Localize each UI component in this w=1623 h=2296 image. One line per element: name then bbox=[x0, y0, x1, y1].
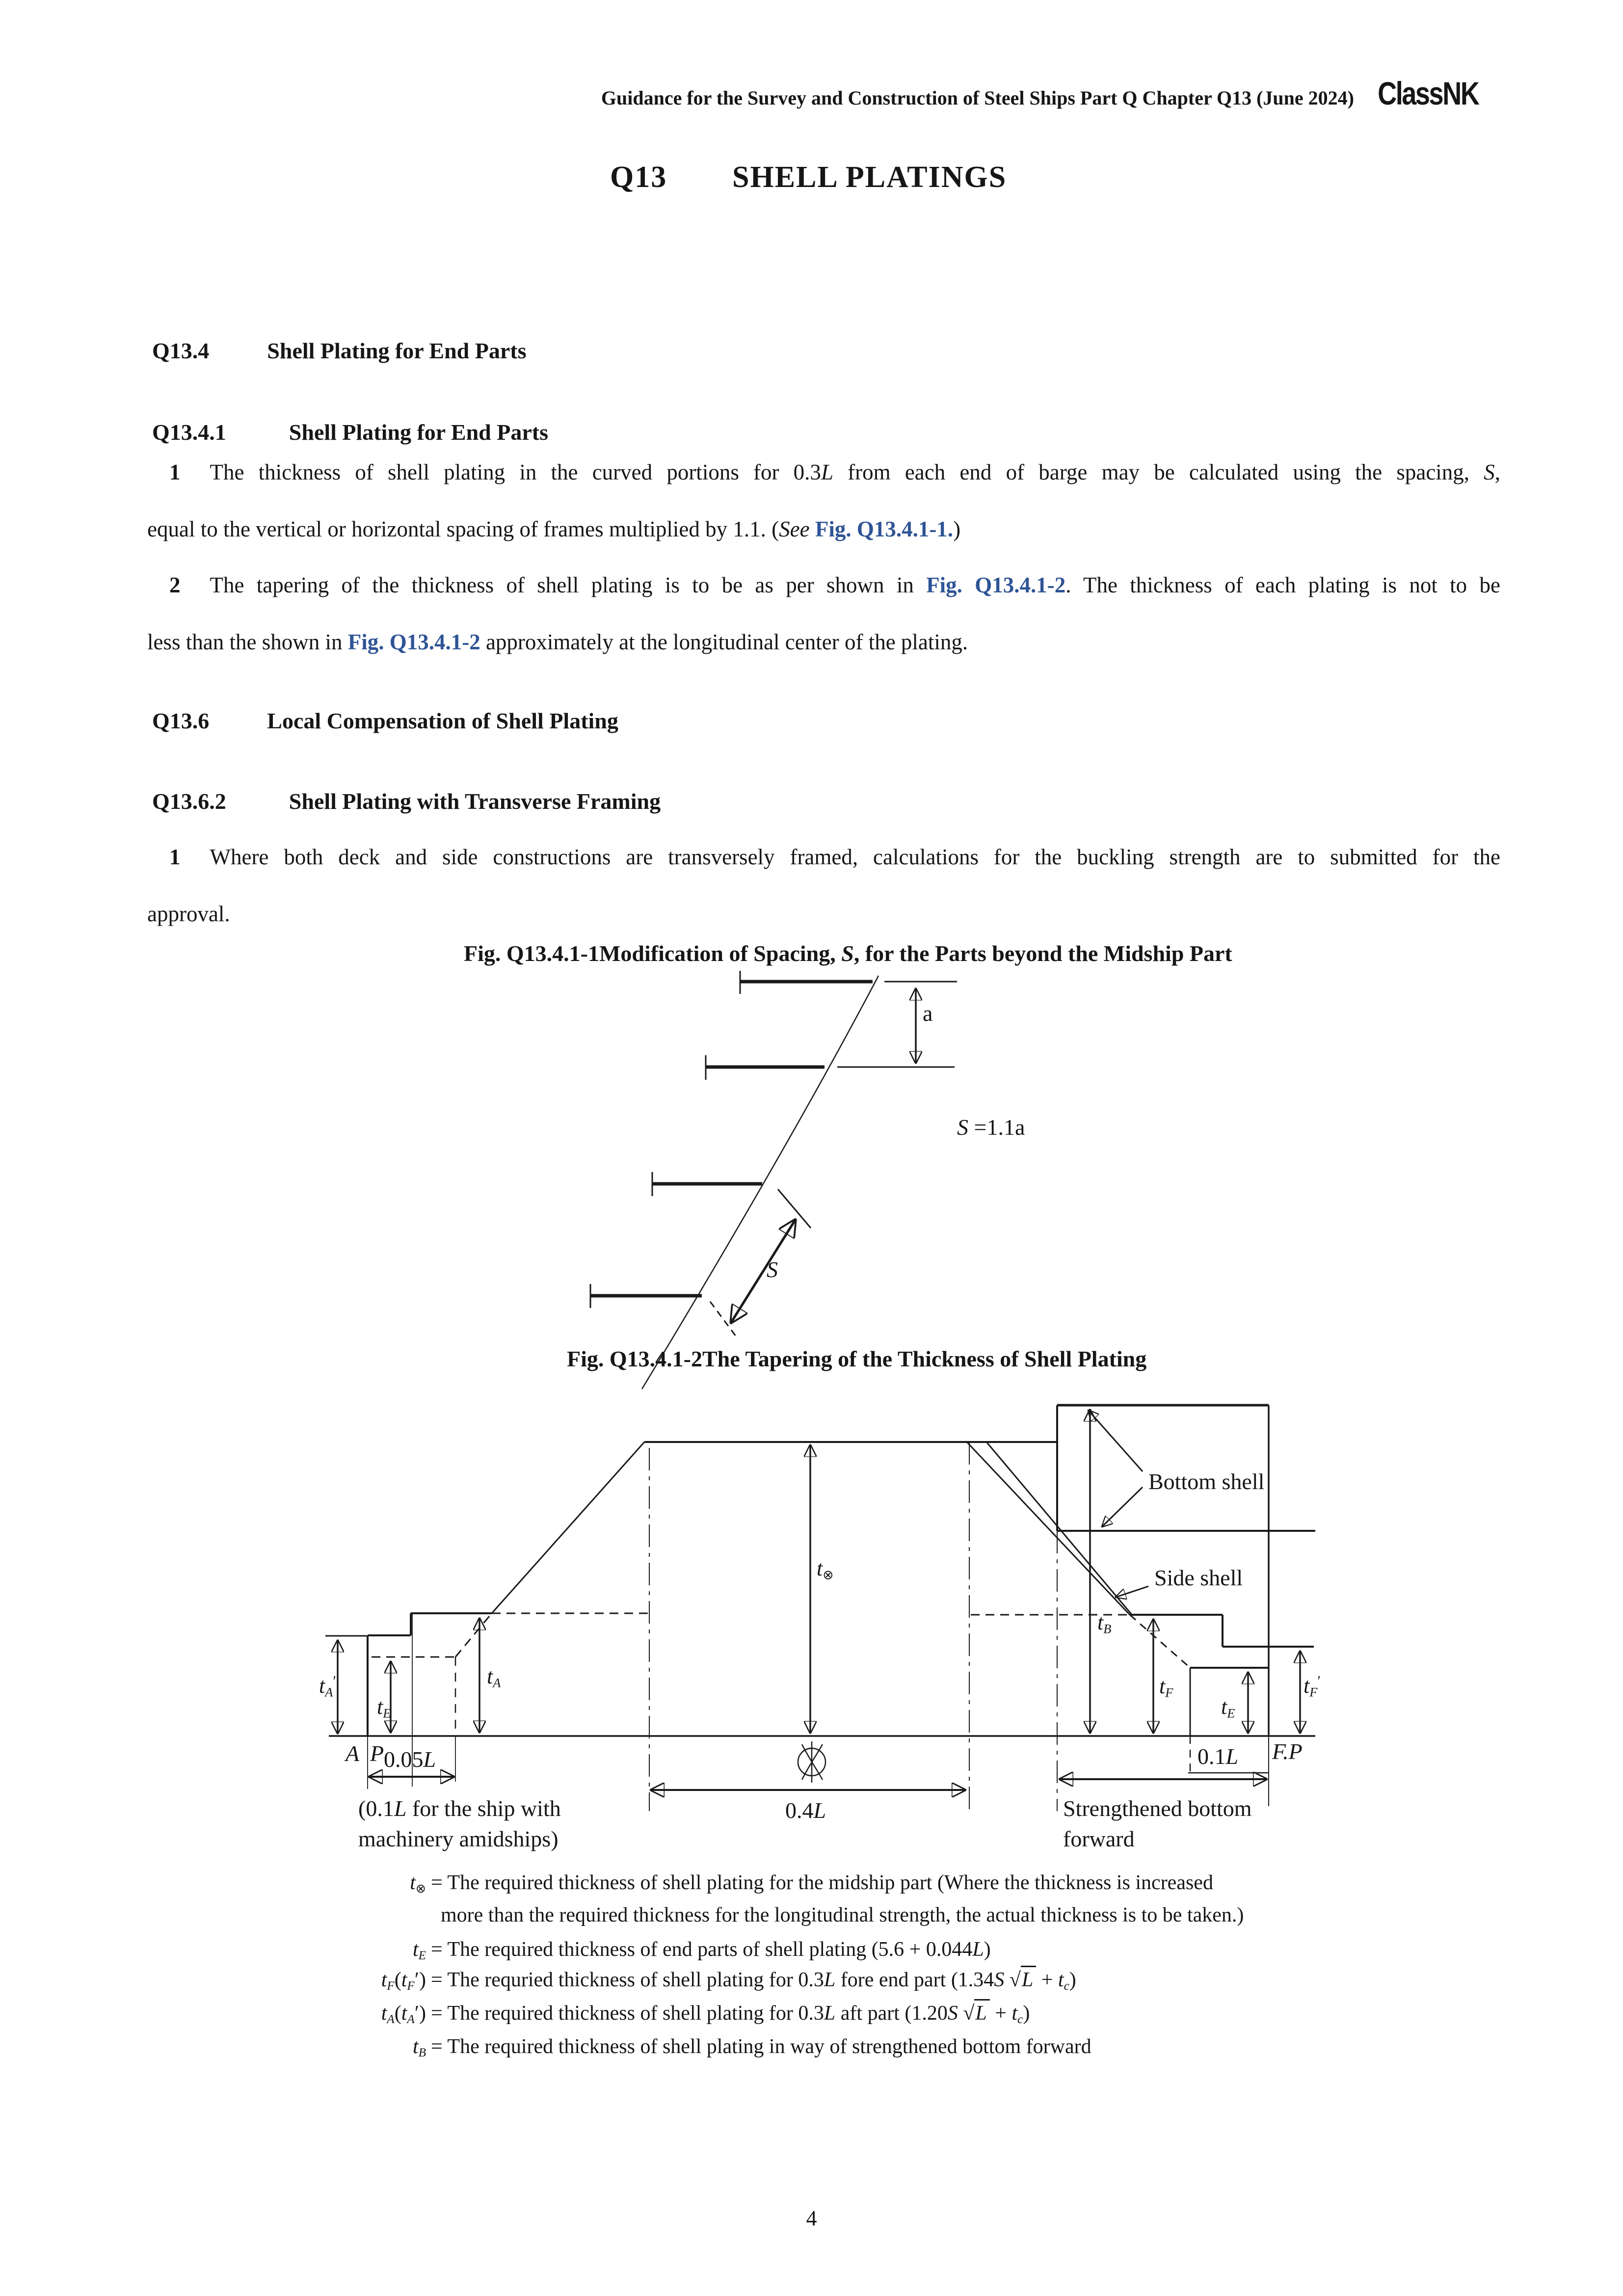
label-t-e-left: $t_E$ bbox=[377, 1695, 391, 1721]
definition-symbol-blank bbox=[314, 1903, 426, 1927]
side-shell-taper bbox=[967, 1442, 1130, 1615]
definition-symbol: $t_B$ bbox=[412, 2035, 426, 2060]
paragraph-3-line-2: approval. bbox=[147, 902, 230, 926]
construction-verticals bbox=[368, 1442, 1269, 1811]
label-t-f: $t_F$ bbox=[1159, 1674, 1173, 1700]
figure1-caption: Fig. Q13.4.1-1Modification of Spacing, S, for the Parts beyond the Midship Part bbox=[464, 941, 1232, 966]
aft-profile bbox=[325, 1442, 644, 1736]
definition-text: more than the required thickness for the longitudinal strength, the actual thickness is to be taken.) bbox=[441, 1904, 1244, 1926]
label-04l: 0.4L bbox=[785, 1798, 826, 1823]
label-ap-p: P bbox=[370, 1741, 384, 1766]
figure2-tapering-diagram bbox=[314, 1389, 1340, 1880]
label-strengthened-line2: forward bbox=[1063, 1826, 1135, 1851]
figure1-canvas bbox=[564, 962, 1104, 1394]
paragraph-2-line-1: 2 The tapering of the thickness of shell plating is to be as per shown in Fig. Q13.4.1-2. The thickness of each plating is not to be bbox=[169, 573, 1500, 597]
paragraph-2-line-2: less than the shown in Fig. Q13.4.1-2 approximately at the longitudinal center of the plating. bbox=[147, 630, 968, 654]
heading-text: Shell Plating for End Parts bbox=[267, 338, 527, 363]
heading-number: Q13.4.1 bbox=[152, 420, 226, 445]
paragraph-1-line-2: equal to the vertical or horizontal spacing of frames multiplied by 1.1. (See Fig. Q13.4.1-1.) bbox=[147, 517, 961, 541]
bottom-shell-taper bbox=[986, 1442, 1133, 1616]
label-note-line2: machinery amidships) bbox=[358, 1826, 559, 1851]
label-t-midship: $t_\otimes$ bbox=[817, 1556, 834, 1582]
label-side-shell: Side shell bbox=[1154, 1565, 1243, 1590]
heading-q13-6 bbox=[152, 708, 618, 734]
definition-text: = The required thickness of shell plating for 0.3L aft part (1.20S $√L + t_c$) bbox=[431, 2002, 1030, 2027]
label-bottom-shell: Bottom shell bbox=[1148, 1469, 1265, 1494]
bottom-shell-leader-bottom bbox=[1102, 1487, 1143, 1526]
leader-arrows bbox=[1089, 1411, 1148, 1597]
heading-number: Q13.6.2 bbox=[152, 789, 226, 814]
dashed-reference-lines bbox=[372, 1613, 1190, 1773]
frame-2 bbox=[706, 1055, 955, 1080]
definition-t-e bbox=[314, 1938, 1443, 1963]
definition-t-a bbox=[314, 2002, 1443, 2027]
side-shell-leader bbox=[1116, 1586, 1148, 1597]
definition-t-midship-cont bbox=[314, 1903, 1443, 1927]
heading-text: Local Compensation of Shell Plating bbox=[267, 708, 618, 733]
figure1-spacing-diagram bbox=[564, 962, 1104, 1394]
heading-text: Shell Plating for End Parts bbox=[289, 420, 548, 445]
definition-t-f bbox=[314, 1968, 1443, 1993]
dimension-s-arrow bbox=[731, 1220, 795, 1322]
label-01l: 0.1L bbox=[1197, 1744, 1239, 1769]
frame-1 bbox=[740, 971, 957, 994]
label-s-equation: S =1.1a bbox=[957, 1115, 1025, 1140]
label-fp: F.P bbox=[1272, 1739, 1303, 1764]
figure-reference-link[interactable]: Fig. Q13.4.1-2 bbox=[926, 573, 1066, 597]
heading-text: Shell Plating with Transverse Framing bbox=[289, 789, 661, 814]
heading-number: Q13.6 bbox=[152, 708, 210, 733]
definition-text: = The required thickness of shell plating for the midship part (Where the thickness is increased bbox=[431, 1871, 1213, 1894]
page-title-chapter: Q13 bbox=[610, 160, 667, 194]
figure2-caption: Fig. Q13.4.1-2The Tapering of the Thickness of Shell Plating bbox=[567, 1346, 1147, 1371]
label-strengthened-line1: Strengthened bottom bbox=[1063, 1796, 1252, 1821]
heading-q13-4 bbox=[152, 338, 526, 364]
label-t-a: $t_A$ bbox=[487, 1664, 501, 1690]
taper-dashed-continuation bbox=[1130, 1615, 1190, 1668]
header-title: Guidance for the Survey and Construction of Steel Ships Part Q Chapter Q13 (June 2024) bbox=[601, 87, 1354, 109]
page-title-name: SHELL PLATINGS bbox=[732, 160, 1007, 194]
label-note-line1: (0.1L for the ship with bbox=[358, 1796, 561, 1821]
bottom-shell-leader-top bbox=[1089, 1411, 1143, 1471]
definition-text: = The required thickness of end parts of shell plating (5.6 + 0.044L) bbox=[431, 1938, 991, 1961]
midship-symbol bbox=[798, 1741, 825, 1783]
definition-text: = The required thickness of shell plating in way of strengthened bottom forward bbox=[431, 2035, 1091, 2058]
definition-t-b bbox=[314, 2035, 1443, 2060]
label-t-f-prime: $t_F'$ bbox=[1304, 1673, 1321, 1700]
definition-text: = The requried thickness of shell plating for 0.3L fore end part (1.34S $√L + t_c$) bbox=[431, 1968, 1076, 1993]
frame-4 bbox=[590, 1284, 702, 1308]
label-t-a-prime: $t_A'$ bbox=[319, 1673, 337, 1700]
figure-reference-link[interactable]: Fig. Q13.4.1-1. bbox=[815, 517, 954, 541]
label-005l: 0.05L bbox=[384, 1747, 436, 1772]
figure-reference-link[interactable]: Fig. Q13.4.1-2 bbox=[347, 630, 480, 654]
label-a: a bbox=[923, 1001, 933, 1026]
heading-q13-4-1 bbox=[152, 419, 548, 445]
classnk-logo: ClassNK bbox=[1377, 75, 1478, 111]
label-s: S bbox=[767, 1257, 778, 1282]
heading-number: Q13.4 bbox=[152, 338, 210, 363]
paragraph-3-line-1: 1 Where both deck and side constructions are transversely framed, calculations for the buckling strength are to submitted for the bbox=[169, 845, 1500, 869]
paragraph-1-line-1: 1 The thickness of shell plating in the curved portions for 0.3L from each end of barge may be calculated using the spacing, S, bbox=[169, 460, 1500, 484]
definition-symbol: $t_F(t_F')$ bbox=[381, 1969, 426, 1993]
frame-3 bbox=[652, 1172, 762, 1196]
heading-q13-6-2 bbox=[152, 788, 661, 814]
page-number: 4 bbox=[806, 2206, 817, 2230]
definition-symbol: $t_E$ bbox=[412, 1938, 426, 1963]
definition-symbol: $t_\otimes$ bbox=[410, 1871, 426, 1896]
definition-symbol: $t_A(t_A')$ bbox=[381, 2002, 426, 2027]
label-t-b: $t_B$ bbox=[1097, 1610, 1112, 1636]
definition-t-midship bbox=[314, 1871, 1443, 1896]
label-t-e-right: $t_E$ bbox=[1221, 1695, 1235, 1721]
label-ap-a: A bbox=[346, 1741, 360, 1766]
